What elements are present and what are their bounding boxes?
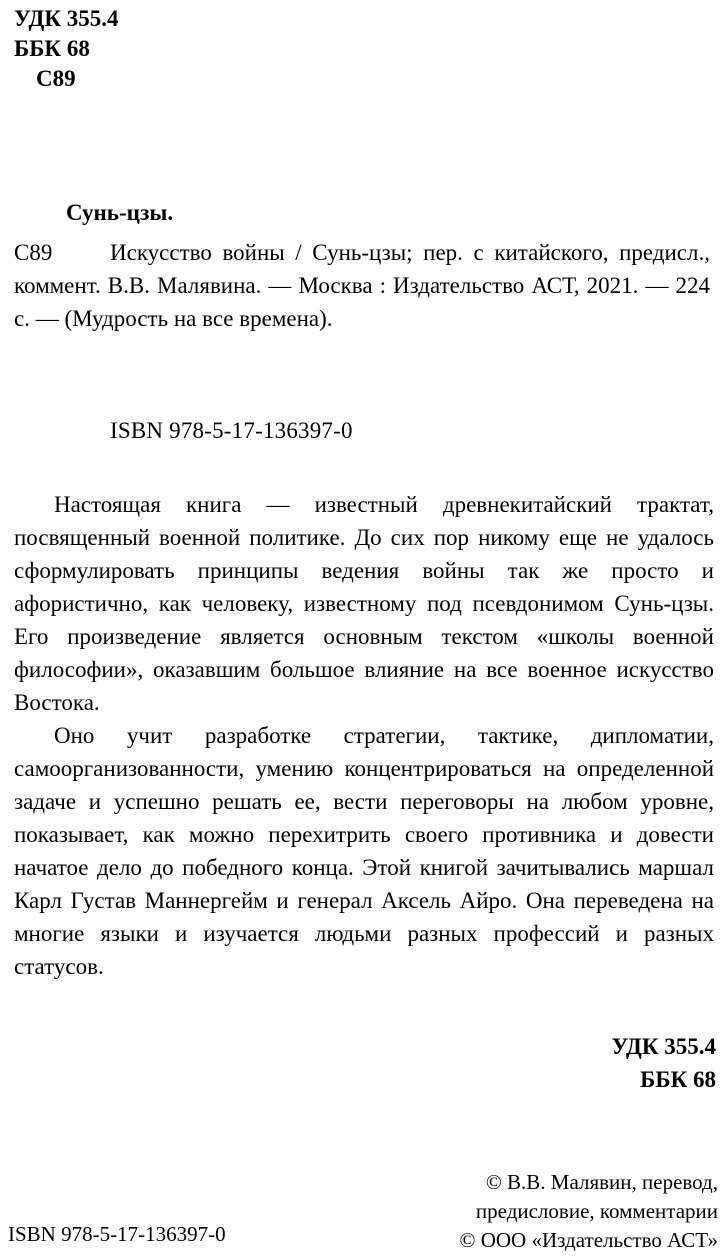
biblio-body bbox=[14, 236, 714, 335]
classification-block-bottom bbox=[611, 1030, 716, 1096]
classification-block-top bbox=[14, 4, 119, 94]
biblio-description: Искусство войны / Сунь-цзы; пер. с китайского, предисл., коммент. В.В. Малявина. — Москва : Издательство АСТ, 2021. — 224 с. — (Мудрость на все времена). bbox=[14, 240, 710, 331]
udk-code-top: УДК 355.4 bbox=[14, 6, 119, 31]
copyright-line-3: © ООО «Издательство АСТ» bbox=[459, 1228, 718, 1252]
biblio-author: Сунь-цзы. bbox=[66, 200, 174, 225]
copyright-block bbox=[460, 1168, 718, 1255]
annotation-paragraph-2: Оно учит разработке стратегии, тактике, дипломатии, самоорганизованности, умению концентрироваться на определенной задаче и успешно решать ее, вести переговоры на любом уровне, показывает, как можно перехитрить своего противника и довести начатое дело до победного конца. Этой книгой зачитывались маршал Карл Густав Маннергейм и генерал Аксель Айро. Она переведена на многие языки и изучается людьми разных профессий и разных статусов. bbox=[14, 723, 714, 979]
copyright-line-2: предисловие, комментарии bbox=[475, 1199, 718, 1223]
isbn-main: ISBN 978-5-17-136397-0 bbox=[110, 418, 353, 443]
bibliographic-record bbox=[14, 198, 714, 335]
annotation-paragraph-1: Настоящая книга — известный древнекитайский трактат, посвященный военной политике. До сих пор никому еще не удалось сформулировать принципы ведения войны так же просто и афористично, как человеку, известному под псевдонимом Сунь-цзы. Его произведение является основным текстом «школы военной философии», оказавшим большое влияние на все военное искусство Востока. bbox=[14, 492, 714, 715]
isbn-bottom: ISBN 978-5-17-136397-0 bbox=[8, 1222, 226, 1246]
bbk-code-bottom: ББК 68 bbox=[640, 1067, 716, 1092]
copyright-line-1: © В.В. Малявин, перевод, bbox=[485, 1170, 718, 1194]
annotation-block bbox=[14, 488, 714, 983]
biblio-shelf-code: С89 bbox=[14, 240, 53, 265]
bbk-code-top: ББК 68 bbox=[14, 36, 90, 61]
shelf-code-top: С89 bbox=[36, 66, 76, 91]
udk-code-bottom: УДК 355.4 bbox=[611, 1034, 716, 1059]
